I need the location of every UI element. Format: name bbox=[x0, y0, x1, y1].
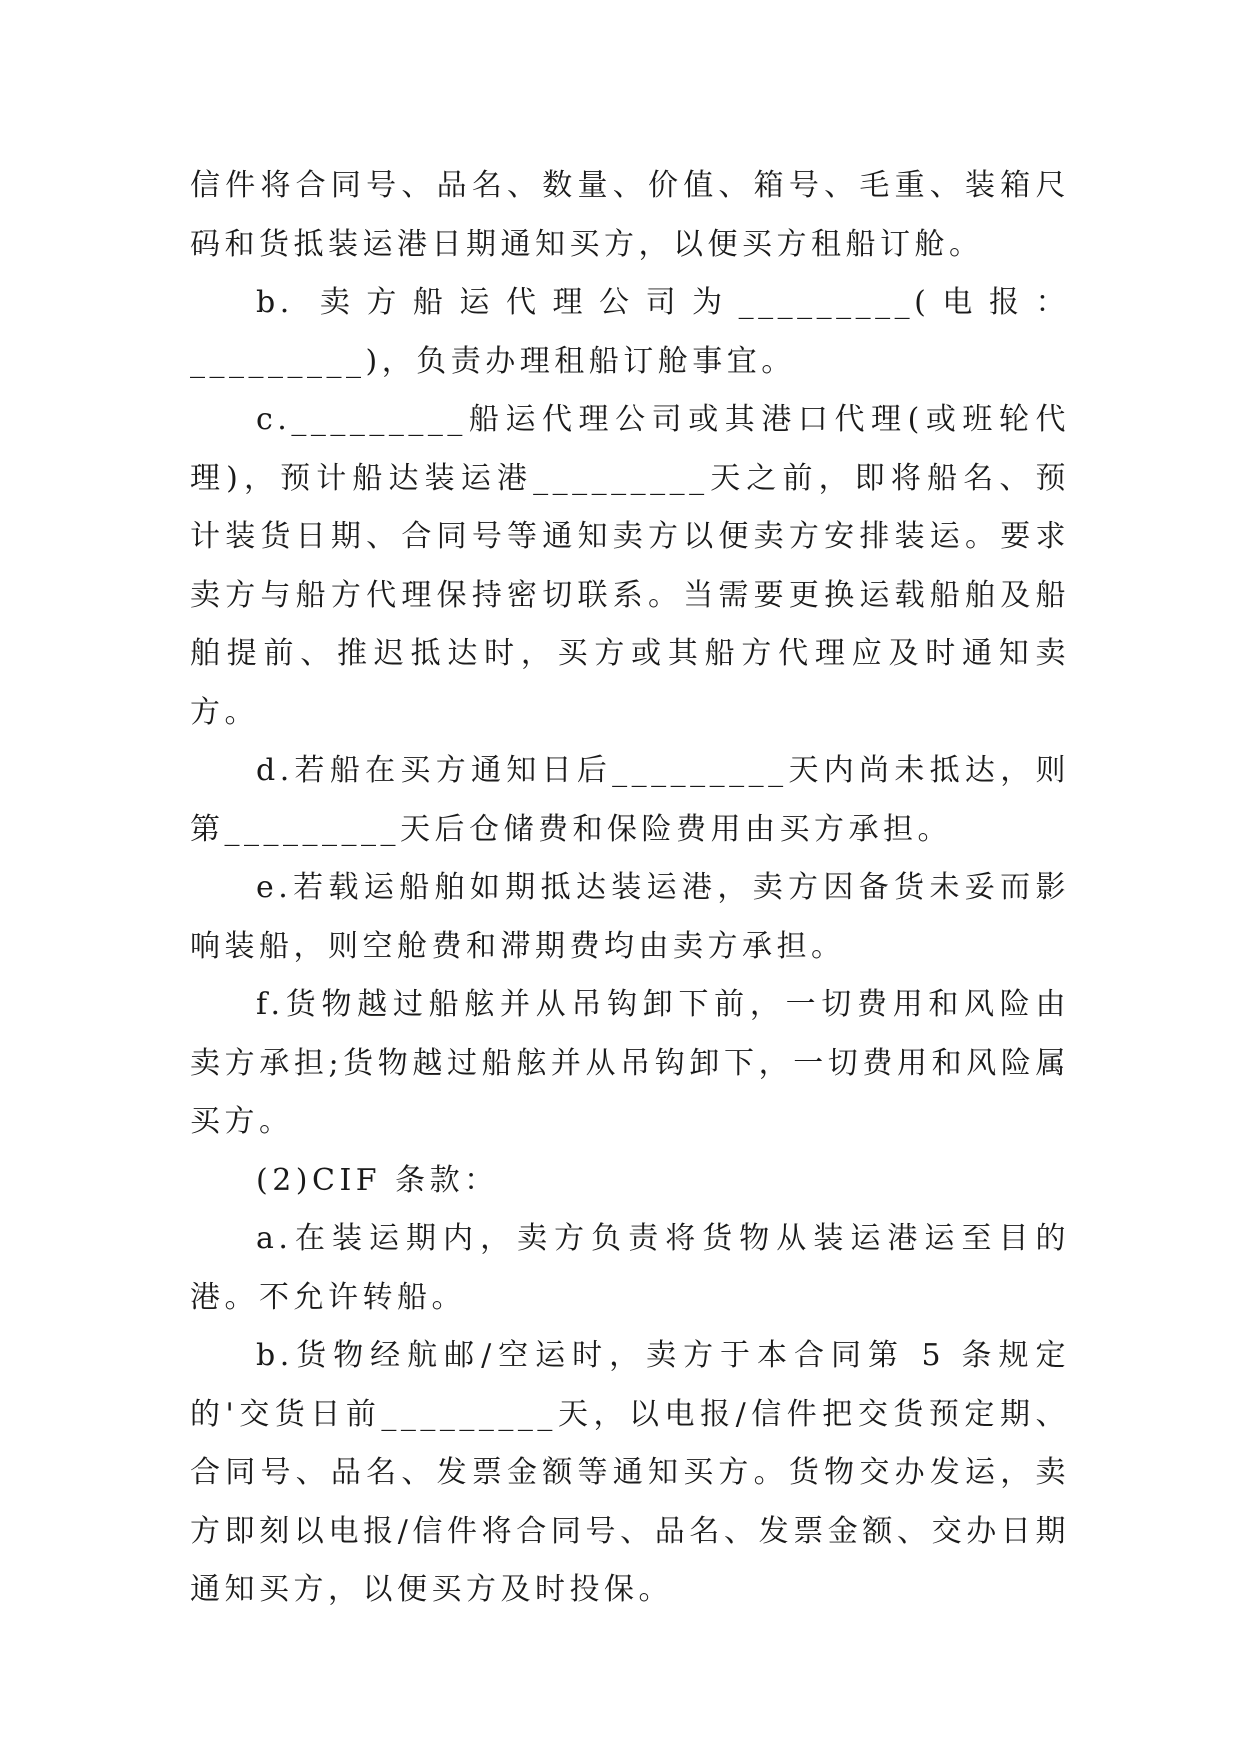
section-heading-cif: (2)CIF 条款： bbox=[256, 1162, 499, 1198]
paragraph-clause-f-risk-transfer: f.货物越过船舷并从吊钩卸下前，一切费用和风险由卖方承担;货物越过船舷并从吊钩卸下，一切费用和风险属买方。 bbox=[190, 987, 1070, 1139]
paragraph-cif-clause-b: b.货物经航邮/空运时，卖方于本合同第 5 条规定的'交货日前_________天，以电报/信件把交货预定期、合同号、品名、发票金额等通知买方。货物交办发运，卖方即刻以电报/信件将合同号、品名、发票金额、交办日期通知买方，以便买方及时投保。 bbox=[190, 1338, 1070, 1607]
paragraph-continuation: 信件将合同号、品名、数量、价值、箱号、毛重、装箱尺码和货抵装运港日期通知买方，以便买方租船订舱。 bbox=[190, 168, 1070, 262]
paragraph-clause-c-vessel-notice: c._________船运代理公司或其港口代理(或班轮代理)，预计船达装运港_________天之前，即将船名、预计装货日期、合同号等通知卖方以便卖方安排装运。要求卖方与船方代理保持密切联系。当需要更换运载船舶及船舶提前、推迟抵达时，买方或其船方代理应及时通知卖方。 bbox=[190, 402, 1070, 730]
paragraph-clause-e-dead-freight: e.若载运船舶如期抵达装运港，卖方因备货未妥而影响装船，则空舱费和滞期费均由卖方承担。 bbox=[190, 870, 1070, 964]
paragraph-clause-b-shipping-agent: b. 卖方船运代理公司为_________(电报：_________)，负责办理租船订舱事宜。 bbox=[190, 285, 1070, 379]
paragraph-clause-d-storage-fees: d.若船在买方通知日后_________天内尚未抵达，则第_________天后仓储费和保险费用由买方承担。 bbox=[190, 753, 1070, 847]
document-body bbox=[190, 157, 1070, 1620]
paragraph-cif-clause-a: a.在装运期内，卖方负责将货物从装运港运至目的港。不允许转船。 bbox=[190, 1221, 1070, 1315]
